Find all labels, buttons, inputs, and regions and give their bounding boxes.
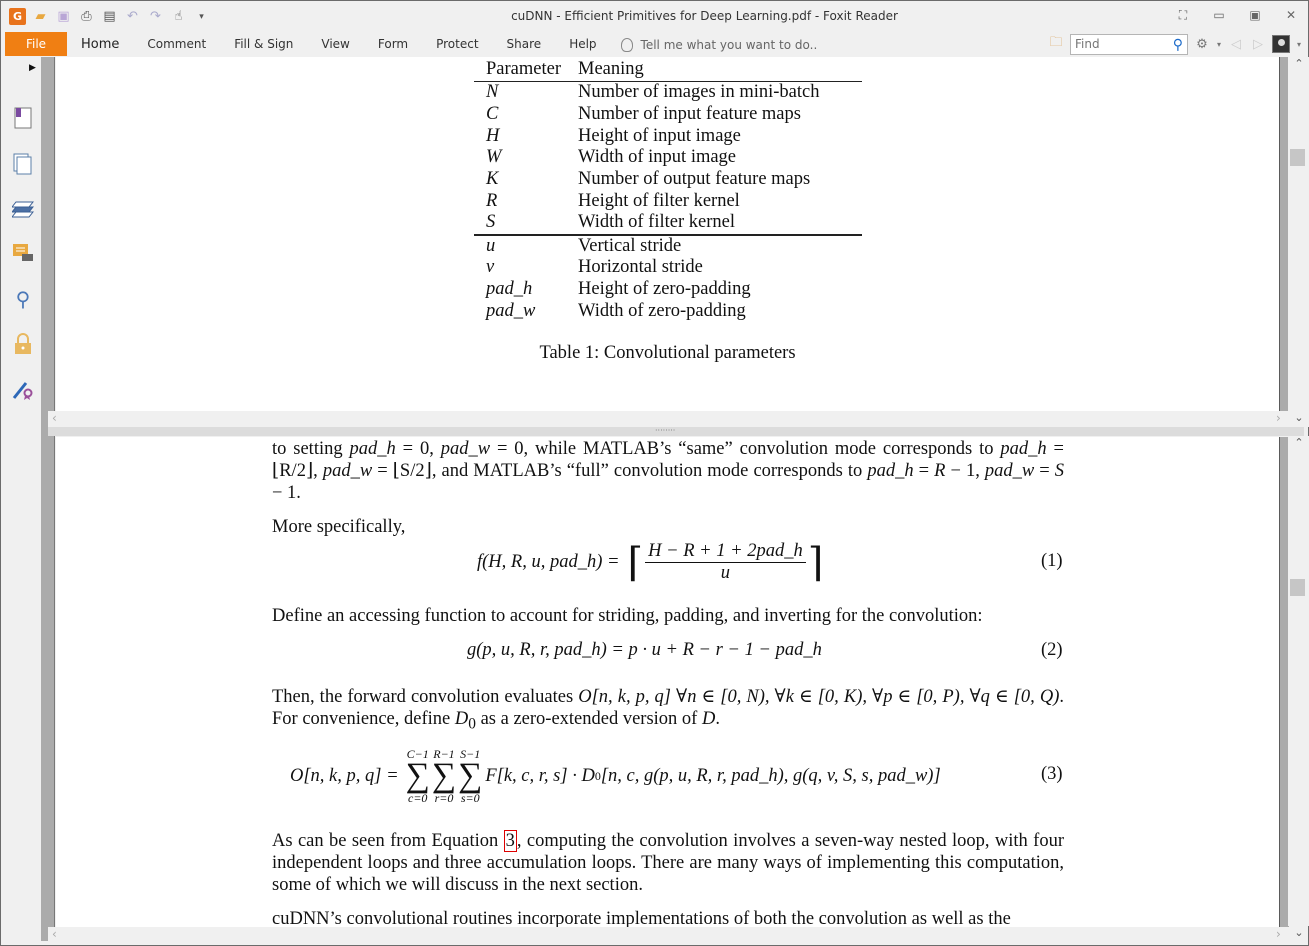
text: As can be seen from Equation <box>272 831 504 851</box>
ceil-right: ⌉ <box>807 539 824 585</box>
scroll-right-icon[interactable]: › <box>1276 411 1281 425</box>
math: D <box>701 709 716 729</box>
header-parameter: Parameter <box>486 59 561 79</box>
equation-1 <box>477 537 823 587</box>
search-icon[interactable]: ⚲ <box>1172 36 1183 53</box>
param-cell: R <box>486 190 498 211</box>
find-box[interactable] <box>1070 34 1188 55</box>
param-cell: N <box>486 82 499 103</box>
param-cell: C <box>486 103 499 124</box>
text: = <box>913 461 935 481</box>
ribbon-right-tools <box>1048 33 1302 55</box>
next-icon[interactable]: ▷ <box>1253 36 1263 52</box>
layers-icon[interactable] <box>12 198 34 220</box>
math: pad_w <box>440 439 491 459</box>
eq3-lhs: O[n, k, p, q] = <box>290 765 399 786</box>
text: = 0, <box>395 439 441 459</box>
table-row <box>474 301 862 323</box>
text: = <box>1034 461 1055 481</box>
sum-r <box>432 747 456 805</box>
scroll-down-icon[interactable]: ⌄ <box>1294 926 1304 939</box>
sum-lower: r=0 <box>434 791 454 805</box>
table-row <box>474 257 862 279</box>
expand-panel-icon[interactable]: ▶ <box>29 63 36 73</box>
tell-me-search[interactable] <box>621 38 818 52</box>
fullscreen-icon[interactable]: ⛶ <box>1178 7 1188 22</box>
param-cell: K <box>486 168 499 189</box>
subscript: 0 <box>594 768 601 783</box>
meaning-cell: Height of input image <box>578 125 741 146</box>
panel-gutter <box>41 57 55 941</box>
chevron-down-icon[interactable]: ▾ <box>1216 39 1221 49</box>
param-cell: S <box>486 212 496 233</box>
sigma-icon: ∑ <box>405 757 430 794</box>
ribbon <box>1 32 1308 57</box>
bookmark-icon[interactable] <box>12 107 34 129</box>
eq1-denominator: u <box>720 562 731 583</box>
close-icon[interactable]: ✕ <box>1285 8 1297 22</box>
equation-reference-link[interactable]: 3 <box>505 831 515 851</box>
settings-gear-icon[interactable]: ⚙ <box>1196 36 1208 52</box>
meaning-cell: Number of output feature maps <box>578 168 811 189</box>
restore-icon[interactable]: ▣ <box>1249 8 1261 22</box>
paragraph-accessing-function: Define an accessing function to account for striding, padding, and inverting for the convolution: <box>272 606 983 626</box>
parameters-table <box>474 59 862 322</box>
paragraph-seven-way-loop <box>272 830 1064 896</box>
header-meaning: Meaning <box>578 59 644 79</box>
tab-view[interactable]: View <box>321 37 350 51</box>
paragraph-forward-convolution <box>272 686 1064 736</box>
table-row <box>474 212 862 234</box>
tab-share[interactable]: Share <box>506 37 542 51</box>
text: as a zero-extended version of <box>475 709 702 729</box>
bottom-horizontal-scrollbar[interactable] <box>48 927 1288 943</box>
math: [0, Q) <box>1013 687 1060 707</box>
sigma-icon: ∑ <box>458 757 483 794</box>
scroll-left-icon[interactable]: ‹ <box>52 927 57 941</box>
paragraph-more-specifically: More specifically, <box>272 517 406 537</box>
param-cell: u <box>486 235 496 256</box>
math: pad_h <box>867 461 914 481</box>
window-controls <box>1172 6 1302 24</box>
scroll-thumb[interactable] <box>1290 149 1305 166</box>
sum-s <box>458 747 482 805</box>
lightbulb-icon <box>621 38 633 52</box>
table-header <box>474 59 862 81</box>
table-row <box>474 126 862 148</box>
equation-3 <box>290 743 941 809</box>
meaning-cell: Height of filter kernel <box>578 190 740 211</box>
tell-me-placeholder[interactable]: Tell me what you want to do.. <box>640 37 818 52</box>
app-logo[interactable]: G <box>9 8 26 25</box>
meaning-cell: Width of input image <box>578 147 737 168</box>
sum-c <box>406 747 430 805</box>
redo-icon[interactable]: ↷ <box>150 9 161 24</box>
param-cell: pad_h <box>486 278 533 299</box>
paragraph-padding-modes <box>272 438 1064 504</box>
subscript: 0 <box>468 715 476 733</box>
account-dropdown-icon[interactable]: ▾ <box>1296 39 1301 49</box>
title-bar <box>1 1 1308 32</box>
top-horizontal-scrollbar[interactable] <box>48 411 1288 427</box>
param-cell: pad_w <box>486 300 536 321</box>
table-row <box>474 82 862 104</box>
meaning-cell: Vertical stride <box>578 235 682 256</box>
text: , computing the convolution involves a seven-way nested loop, with four independent loops and three accumulation loops. There are many ways of implementing this computation, some of which we will discuss in the next section. <box>272 831 1064 895</box>
customize-icon[interactable]: ▾ <box>199 11 204 22</box>
top-vertical-scrollbar[interactable] <box>1288 57 1309 427</box>
tab-file[interactable]: File <box>5 32 67 56</box>
equation-2-number: (2) <box>1041 640 1063 660</box>
meaning-cell: Width of filter kernel <box>578 212 735 233</box>
param-cell: v <box>486 257 495 278</box>
open-icon[interactable]: ▰ <box>35 9 46 24</box>
sum-upper: C−1 <box>406 747 429 761</box>
undo-icon[interactable]: ↶ <box>127 9 138 24</box>
math: pad_w <box>322 461 373 481</box>
meaning-cell: Width of zero-padding <box>578 300 746 321</box>
equation-2: g(p, u, R, r, pad_h) = p · u + R − r − 1 − pad_h <box>467 640 822 660</box>
window-title: cuDNN - Efficient Primitives for Deep Learning.pdf - Foxit Reader <box>511 9 898 23</box>
math: pad_w <box>984 461 1035 481</box>
scroll-up-icon[interactable]: ⌃ <box>1294 57 1304 70</box>
math: O[n, k, p, q] ∀n ∈ [0, N), ∀k ∈ [0, K), ∀p ∈ [0, P), ∀q ∈ <box>578 687 1009 707</box>
sum-lower: s=0 <box>460 791 480 805</box>
signature-icon[interactable] <box>12 378 34 400</box>
meaning-cell: Number of images in mini-batch <box>578 82 820 103</box>
meaning-cell: Number of input feature maps <box>578 103 801 124</box>
navigation-panel <box>2 57 41 945</box>
text: − 1, <box>945 461 985 481</box>
ceil-left: ⌈ <box>627 539 644 585</box>
tab-help[interactable]: Help <box>569 37 597 51</box>
table-caption <box>56 343 1279 364</box>
pdf-view-top <box>56 57 1279 411</box>
math: pad_h <box>1000 439 1047 459</box>
scroll-down-icon[interactable]: ⌄ <box>1294 411 1304 424</box>
comments-icon[interactable] <box>12 243 34 265</box>
paragraph-cudnn-routines: cuDNN’s convolutional routines incorporate implementations of both the convolution as well as the <box>272 909 1011 927</box>
param-cell: H <box>486 125 500 146</box>
split-grip-icon[interactable]: ········ <box>655 426 676 435</box>
param-cell: W <box>486 147 502 168</box>
avatar[interactable] <box>1272 35 1290 53</box>
equation-1-number: (1) <box>1041 551 1063 571</box>
table-row <box>474 191 862 213</box>
hand-tool-icon[interactable]: ☝ <box>174 9 183 24</box>
text: Then, the forward convolution evaluates <box>272 687 579 707</box>
text: . <box>715 709 720 729</box>
bottom-vertical-scrollbar[interactable] <box>1288 436 1309 939</box>
text: = 0, while MATLAB’s “same” convolution mode corresponds to <box>490 439 1001 459</box>
table-row <box>474 236 862 258</box>
caption-text: Table 1: Convolutional parameters <box>539 343 796 363</box>
pages-icon[interactable] <box>12 153 34 175</box>
minimize-icon[interactable]: ▭ <box>1213 8 1225 22</box>
tab-home[interactable]: Home <box>81 37 120 52</box>
print-icon[interactable]: ⎙ <box>81 9 92 24</box>
scroll-left-icon[interactable]: ‹ <box>52 411 57 425</box>
table-row <box>474 147 862 169</box>
tab-comment[interactable]: Comment <box>147 37 207 51</box>
table-row <box>474 169 862 191</box>
tab-form[interactable]: Form <box>377 37 409 51</box>
folder-search-icon[interactable]: 🗀 <box>1049 35 1063 50</box>
meaning-cell: Horizontal stride <box>578 257 703 278</box>
sum-upper: S−1 <box>460 747 481 761</box>
equation-3-number: (3) <box>1041 764 1063 784</box>
text: − 1. <box>272 483 301 503</box>
tab-protect[interactable]: Protect <box>436 37 479 51</box>
find-input[interactable] <box>1075 37 1165 51</box>
sum-upper: R−1 <box>433 747 455 761</box>
math: pad_h <box>349 439 396 459</box>
eq1-fraction <box>645 541 806 584</box>
eq1-lhs: f(H, R, u, pad_h) = <box>477 551 620 572</box>
math: R <box>934 461 946 481</box>
text: . For convenience, define <box>272 687 1064 729</box>
text: = ⌊R/2⌋, <box>272 439 1064 481</box>
sigma-icon: ∑ <box>431 757 457 794</box>
table-row <box>474 104 862 126</box>
eq1-numerator: H − R + 1 + 2pad_h <box>645 541 806 563</box>
attachment-icon[interactable]: ⚲ <box>15 287 31 311</box>
math: S <box>1054 461 1064 481</box>
math: D <box>454 709 469 729</box>
eq3-rhs-args: [n, c, g(p, u, R, r, pad_h), g(q, v, S, s, pad_w)] <box>600 765 941 786</box>
meaning-cell: Height of zero-padding <box>578 278 751 299</box>
text: to setting <box>272 439 350 459</box>
sum-lower: c=0 <box>408 791 428 805</box>
table-row <box>474 279 862 301</box>
previous-icon[interactable]: ◁ <box>1231 36 1241 52</box>
lock-icon[interactable] <box>12 333 34 355</box>
ribbon-tabs <box>67 32 817 57</box>
save-icon[interactable]: ▣ <box>57 9 70 24</box>
scroll-up-icon[interactable]: ⌃ <box>1294 436 1304 449</box>
eq3-rhs: F[k, c, r, s] · D <box>485 765 595 786</box>
text: = ⌊S/2⌋, and MATLAB’s “full” convolution mode corresponds to <box>372 461 868 481</box>
split-view-divider[interactable] <box>48 427 1304 436</box>
scroll-thumb[interactable] <box>1290 579 1305 596</box>
pdf-view-bottom <box>56 437 1279 927</box>
mail-icon[interactable]: ▤ <box>103 9 116 24</box>
scroll-right-icon[interactable]: › <box>1276 927 1281 941</box>
tab-fill-sign[interactable]: Fill & Sign <box>234 37 294 51</box>
